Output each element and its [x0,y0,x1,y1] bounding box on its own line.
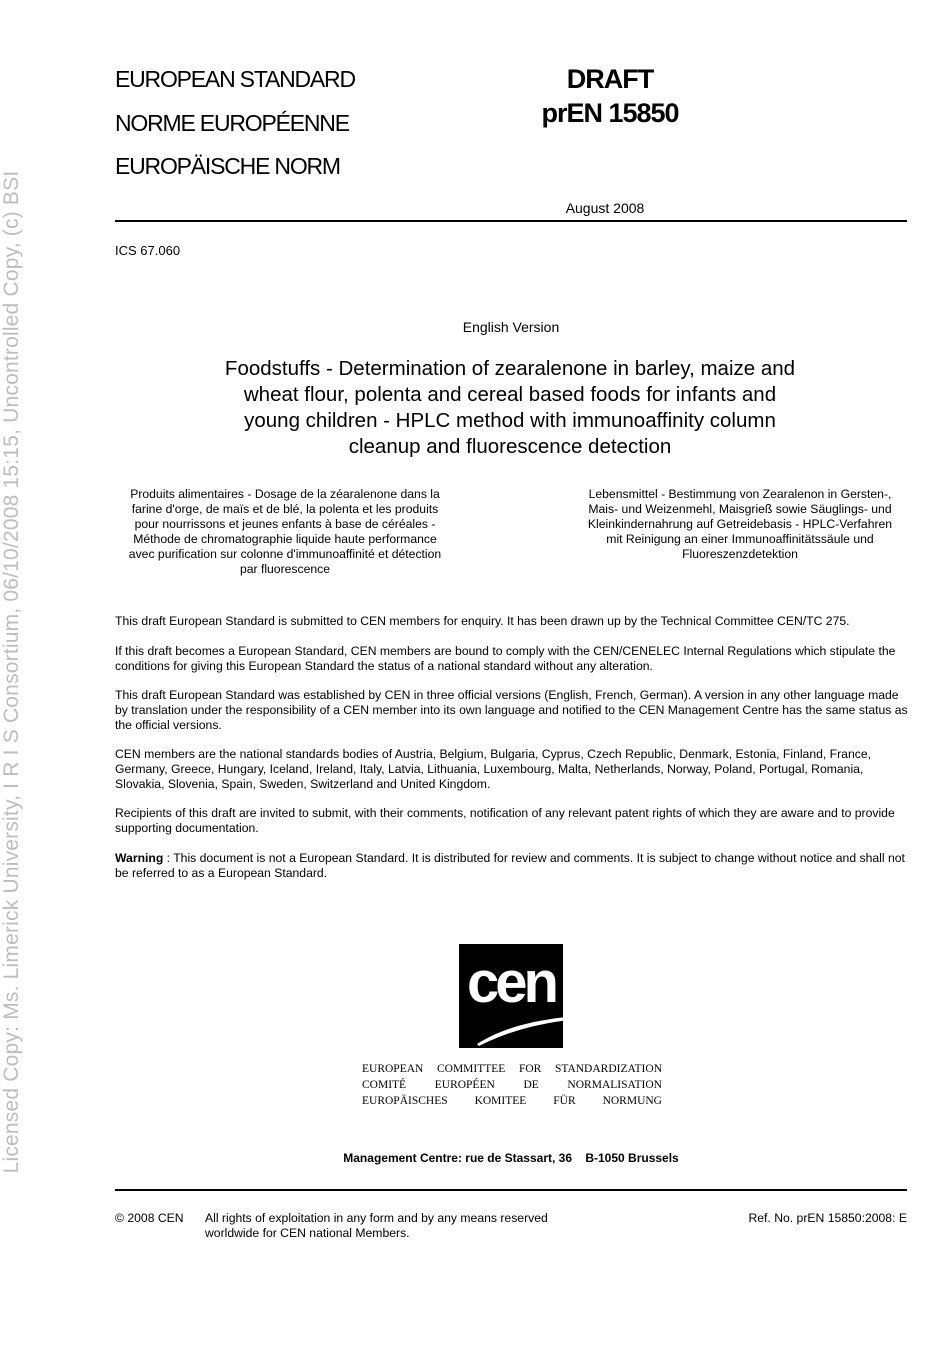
management-centre-address: Management Centre: rue de Stassart, 36 B-1050 Brussels [343,1151,679,1165]
french-title-line: Méthode de chromatographie liquide haute performance [133,532,437,546]
german-title-line: Mais- und Weizenmehl, Maisgrieß sowie Säuglings- und [588,502,892,516]
german-title-line: Fluoreszenzdetektion [682,547,798,561]
french-title [110,487,460,577]
ics-code: ICS 67.060 [115,243,181,258]
standard-number: prEN 15850 [541,98,679,128]
warning-paragraph [115,851,910,881]
cen-name-en: EUROPEAN COMMITTEE FOR STANDARDIZATION [362,1063,662,1075]
draft-label: DRAFT [566,64,654,94]
paragraph-members: CEN members are the national standards bodies of Austria, Belgium, Bulgaria, Cyprus, Czech Republic, Denmark, Estonia, Finland, France, Germany, Greece, Hungary, Iceland, Ireland, Italy, Latvia, Lithuania, Luxembourg, Malta, Netherlands, Norway, Poland, Portugal, Romania, Slovakia, Slovenia, Spain, Sweden, Switzerland and United Kingdom. [115,747,871,791]
header-line-fr: NORME EUROPÉENNE [115,110,349,136]
german-title-line: mit Reinigung an einer Immunoaffinitätssäule und [606,532,874,546]
header-rule [115,220,907,222]
version-label: English Version [462,319,560,335]
svg-text:cen: cen [467,950,555,1015]
french-title-line: Produits alimentaires - Dosage de la zéaralenone dans la [130,487,440,501]
document-title [180,356,840,460]
paragraph-enquiry: This draft European Standard is submitted to CEN members for enquiry. It has been drawn up by the Technical Committee CEN/TC 275. [115,614,850,628]
paragraph-regulations: If this draft becomes a European Standard, CEN members are bound to comply with the CEN/CENELEC Internal Regulations which stipulate the conditions for giving this European Standard the status of a national standard without any alteration. [115,644,896,673]
reference-number: Ref. No. prEN 15850:2008: E [748,1211,907,1225]
copyright: © 2008 CEN [115,1211,184,1225]
rights-line: All rights of exploitation in any form and by any means reserved [205,1211,548,1225]
header-line-de: EUROPÄISCHE NORM [115,153,340,179]
title-line: cleanup and fluorescence detection [348,435,672,458]
cen-name-fr: COMITÉ EUROPÉEN DE NORMALISATION [362,1079,662,1091]
french-title-line: avec purification sur colonne d'immunoaffinité et détection [128,547,442,561]
title-line: wheat flour, polenta and cereal based foods for infants and [243,383,777,406]
german-title [565,487,915,562]
french-title-line: par fluorescence [239,562,331,576]
paragraph-versions: This draft European Standard was established by CEN in three official versions (English, French, German). A version in any other language made by translation under the responsibility of a CEN member into its own language and notified to the CEN Management Centre has the same status as the official versions. [115,688,908,732]
warning-text: : This document is not a European Standard. It is distributed for review and comments. It is subject to change without notice and shall not be referred to as a European Standard. [115,851,905,880]
footer-rule [115,1189,907,1191]
publication-date: August 2008 [565,200,645,216]
title-line: Foodstuffs - Determination of zearalenone in barley, maize and [224,357,796,380]
rights-statement [205,1211,605,1241]
cen-logo [459,944,563,1048]
german-title-line: Lebensmittel - Bestimmung von Zearalenon in Gersten-, [588,487,892,501]
french-title-line: farine d'orge, de maïs et de blé, la polenta et les produits [131,502,439,516]
paragraph-patents: Recipients of this draft are invited to submit, with their comments, notification of any relevant patent rights of which they are aware and to provide supporting documentation. [115,806,895,835]
cen-logo-mark [459,944,563,1048]
header-line-en: EUROPEAN STANDARD [115,66,355,92]
title-line: young children - HPLC method with immunoaffinity column [244,409,776,432]
german-title-line: Kleinkindernahrung auf Getreidebasis - HPLC-Verfahren [587,517,893,531]
cen-name-lines [362,1061,662,1109]
warning-label: Warning [115,851,164,865]
license-watermark: Licensed Copy: Ms. Limerick University, I R I S Consortium, 06/10/2008 15:15, Uncontrolled Copy, (c) BSI [0,170,23,1174]
french-title-line: pour nourrissons et jeunes enfants à base de céréales - [134,517,436,531]
cen-name-de: EUROPÄISCHES KOMITEE FÜR NORMUNG [362,1095,662,1107]
rights-line: worldwide for CEN national Members. [205,1226,410,1240]
